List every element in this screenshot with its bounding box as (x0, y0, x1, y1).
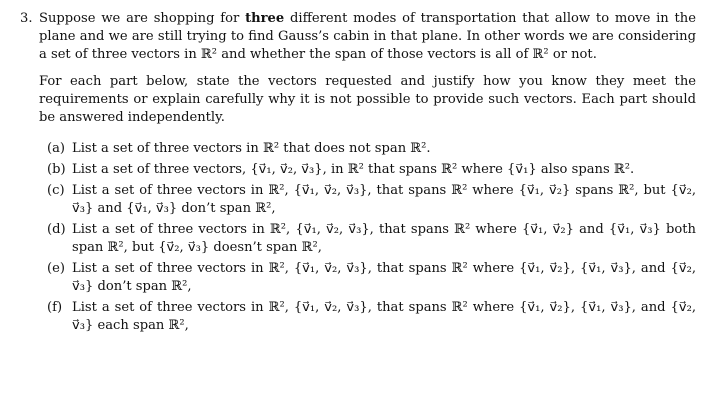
parts-list (47, 140, 696, 335)
intro-text-start: Suppose we are shopping for (39, 11, 246, 26)
part-b (47, 161, 696, 179)
part-text: List a set of three vectors, {v⃗₁, v⃗₂, v⃗₃}, in ℝ² that spans ℝ² where {v⃗₁} also spans ℝ². (72, 162, 635, 177)
part-label: (a) (47, 141, 66, 156)
part-a (47, 140, 696, 158)
part-text: List a set of three vectors in ℝ² that does not span ℝ². (72, 141, 431, 156)
part-text: List a set of three vectors in ℝ², {v⃗₁, v⃗₂, v⃗₃}, that spans ℝ² where {v⃗₁, v⃗₂} spans ℝ², but {v⃗₂, v⃗₃} and {v⃗₁, v⃗₃} don’t span ℝ², (72, 183, 696, 216)
problem-3 (20, 10, 696, 338)
intro-text-end: different modes of transportation that allow to move in the plane and we are still trying to find Gauss’s cabin in that plane. In other words we are considering a set of three vectors in ℝ² and whether the span of those vectors is all of ℝ² or not. (39, 11, 696, 62)
intro-bold-word: three (245, 11, 285, 26)
part-f (47, 299, 696, 335)
part-label: (f) (47, 300, 63, 315)
part-text: List a set of three vectors in ℝ², {v⃗₁, v⃗₂, v⃗₃}, that spans ℝ² where {v⃗₁, v⃗₂}, {v⃗₁, v⃗₃}, and {v⃗₂, v⃗₃} each span ℝ², (72, 300, 696, 333)
problem-instructions: For each part below, state the vectors requested and justify how you know they meet the requirements or explain carefully why it is not possible to provide such vectors. Each part should be answered independently. (39, 74, 696, 125)
part-text: List a set of three vectors in ℝ², {v⃗₁, v⃗₂, v⃗₃}, that spans ℝ² where {v⃗₁, v⃗₂} and {v⃗₁, v⃗₃} both span ℝ², but {v⃗₂, v⃗₃} doesn’t span ℝ², (72, 222, 696, 255)
part-e (47, 260, 696, 296)
part-label: (d) (47, 222, 66, 237)
problem-number: 3. (20, 11, 33, 26)
part-d (47, 221, 696, 257)
problem-intro (39, 10, 696, 64)
part-text: List a set of three vectors in ℝ², {v⃗₁, v⃗₂, v⃗₃}, that spans ℝ² where {v⃗₁, v⃗₂}, {v⃗₁, v⃗₃}, and {v⃗₂, v⃗₃} don’t span ℝ², (72, 261, 696, 294)
part-label: (b) (47, 162, 66, 177)
part-label: (c) (47, 183, 65, 198)
part-label: (e) (47, 261, 65, 276)
part-c (47, 182, 696, 218)
